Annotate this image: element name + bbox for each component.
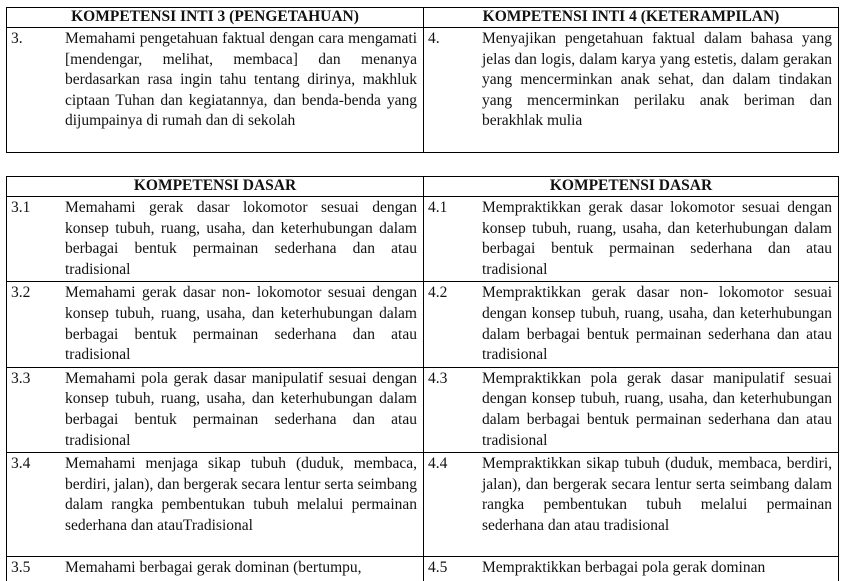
kd-row [7,453,839,557]
ki3-cell [7,28,424,153]
kd-right-text: Mempraktikkan sikap tubuh (duduk, membaca, berdiri, jalan), dan bergerak secara lentur serta seimbang dalam rangka pembentukan tubuh melalui permainan sederhana dan atau tradisional [482,455,832,534]
kd-row [7,367,839,452]
kd-right-number: 4.1 [428,199,448,216]
kd-left-cell [7,453,424,557]
kd-left-text: Memahami berbagai gerak dominan (bertumpu, [65,559,362,577]
kd-right-number: 4.3 [428,369,448,387]
kd-left-header: KOMPETENSI DASAR [7,177,424,197]
ki3-text: Memahami pengetahuan faktual dengan cara mengamati [mendengar, melihat, membaca] dan menanya berdasarkan rasa ingin tahu tentang dirinya, makhluk ciptaan Tuhan dan kegiatannya, dan benda-benda yang dijumpainya di rumah dan di sekolah [65,30,417,130]
kd-right-cell [424,453,839,557]
kd-left-number: 3.4 [11,455,31,473]
kd-right-header: KOMPETENSI DASAR [424,177,839,197]
kd-right-text: Mempraktikkan gerak dasar non- lokomotor sesuai dengan konsep tubuh, ruang, usaha, dan keterhubungan dalam berbagai bentuk permainan sederhana dan atau tradisional [482,284,832,364]
kd-right-cell [424,557,839,581]
ki3-header: KOMPETENSI INTI 3 (PENGETAHUAN) [7,8,424,28]
kd-right-number: 4.4 [428,455,448,473]
kd-left-text: Memahami gerak dasar non- lokomotor sesuai dengan konsep tubuh, ruang, usaha, dan keterhubungan dalam berbagai bentuk permainan sederhana dan atau tradisional [65,284,417,364]
kd-left-text: Memahami menjaga sikap tubuh (duduk, membaca, berdiri, jalan), dan bergerak secara lentur serta seimbang dalam rangka pembentukan tubuh melalui permainan sederhana dan atauTradisional [65,455,417,534]
kd-right-text: Mempraktikkan pola gerak dasar manipulatif sesuai dengan konsep tubuh, ruang, usaha, dan keterhubungan dalam berbagai bentuk permainan sederhana dan atau tradisional [482,369,832,449]
kd-right-text: Mempraktikkan gerak dasar lokomotor sesuai dengan konsep tubuh, ruang, usaha, dan keterhubungan dalam berbagai bentuk permainan sederhana dan atau tradisional [482,199,832,278]
ki4-number: 4. [428,30,440,47]
kd-row [7,197,839,282]
ki-header-row [7,8,839,28]
kd-left-number: 3.2 [11,284,31,302]
kd-row [7,282,839,367]
kd-left-number: 3.3 [11,369,31,387]
kd-right-cell [424,282,839,367]
kd-left-number: 3.5 [11,559,31,577]
kd-right-number: 4.2 [428,284,448,302]
kd-left-text: Memahami pola gerak dasar manipulatif sesuai dengan konsep tubuh, ruang, usaha, dan keterhubungan dalam berbagai bentuk permainan sederhana dan atau tradisional [65,369,417,449]
kd-left-number: 3.1 [11,199,31,216]
kd-left-cell [7,282,424,367]
kd-left-cell [7,367,424,452]
kd-left-text: Memahami gerak dasar lokomotor sesuai dengan konsep tubuh, ruang, usaha, dan keterhubungan dalam berbagai bentuk permainan sederhana dan atau tradisional [65,199,417,278]
kompetensi-dasar-table [6,176,839,581]
kd-right-cell [424,367,839,452]
kd-right-cell [424,197,839,282]
ki-content-row [7,28,839,153]
kd-left-cell [7,557,424,581]
ki4-text: Menyajikan pengetahuan faktual dalam bahasa yang jelas dan logis, dalam karya yang estetis, dalam gerakan yang mencerminkan anak sehat, dan dalam tindakan yang mencerminkan perilaku anak beriman dan berakhlak mulia [482,30,832,130]
kd-left-cell [7,197,424,282]
kd-right-text: Mempraktikkan berbagai pola gerak dominan [482,559,766,577]
kd-header-row [7,177,839,197]
ki3-number: 3. [11,30,23,47]
kd-row [7,557,839,581]
ki4-header: KOMPETENSI INTI 4 (KETERAMPILAN) [424,8,839,28]
ki4-cell [424,28,839,153]
kd-right-number: 4.5 [428,559,448,577]
kompetensi-inti-table [6,7,839,153]
